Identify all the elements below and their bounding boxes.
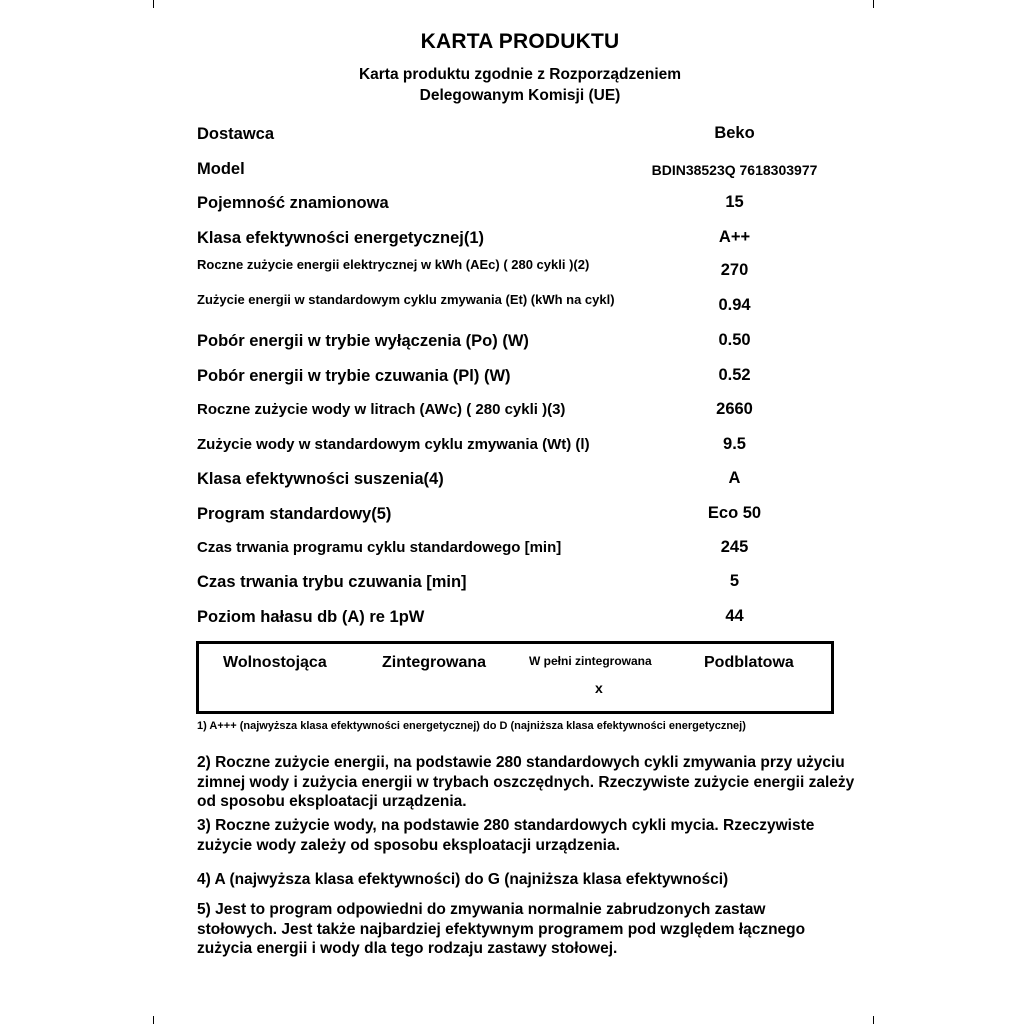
spec-label: Klasa efektywności energetycznej(1) bbox=[197, 229, 485, 247]
spec-value: 15 bbox=[725, 193, 744, 211]
page-subtitle-line-1: Karta produktu zgodnie z Rozporządzeniem bbox=[358, 66, 682, 83]
spec-value: 245 bbox=[720, 538, 749, 556]
spec-label: Program standardowy(5) bbox=[197, 505, 392, 523]
spec-row-annual-water bbox=[197, 395, 847, 425]
spec-label: Pobór energii w trybie czuwania (Pl) (W) bbox=[197, 367, 511, 385]
spec-row-noise-level bbox=[197, 602, 847, 632]
installation-option-integrated: Zintegrowana bbox=[382, 654, 487, 671]
spec-row-left-on-power bbox=[197, 361, 847, 391]
spec-label: Roczne zużycie energii elektrycznej w kWh (AEc) ( 280 cykli )(2) bbox=[197, 257, 590, 272]
installation-type-box bbox=[196, 641, 834, 714]
spec-row-energy-class bbox=[197, 223, 847, 253]
spec-label: Pojemność znamionowa bbox=[197, 194, 389, 212]
installation-option-built-under: Podblatowa bbox=[704, 654, 794, 671]
spec-value: Eco 50 bbox=[707, 504, 762, 522]
spec-value: 44 bbox=[725, 607, 744, 625]
spec-row-off-mode-power bbox=[197, 326, 847, 356]
spec-value: 9.5 bbox=[723, 435, 746, 453]
footnote-5: 5) Jest to program odpowiedni do zmywania normalnie zabrudzonych zastaw stołowych. Jest także najbardziej efektywnym programem pod względem łącznego zużycia energii i wody dla tego rodzaju zastawy stołowej. bbox=[197, 901, 806, 957]
footnote-3: 3) Roczne zużycie wody, na podstawie 280 standardowych cykli mycia. Rzeczywiste zużycie wody zależy od sposobu eksploatacji urządzenia. bbox=[197, 817, 815, 854]
spec-value: A bbox=[728, 469, 741, 487]
installation-option-fully-integrated: W pełni zintegrowana bbox=[529, 654, 652, 668]
footnote-2: 2) Roczne zużycie energii, na podstawie 280 standardowych cykli zmywania przy użyciu zimnej wody i zużycia energii w trybach oszczędnych. Rzeczywiste zużycie energii zależy od sposobu eksploatacji urządzenia. bbox=[197, 754, 855, 810]
page-subtitle-line-2: Delegowanym Komisji (UE) bbox=[419, 87, 621, 104]
spec-label: Czas trwania programu cyklu standardowego [min] bbox=[197, 539, 562, 556]
spec-value: 0.50 bbox=[718, 331, 751, 349]
spec-row-supplier bbox=[197, 119, 847, 149]
spec-row-cycle-water bbox=[197, 430, 847, 460]
spec-value: Beko bbox=[714, 124, 755, 142]
spec-row-cycle-energy bbox=[197, 292, 847, 328]
spec-label: Zużycie energii w standardowym cyklu zmywania (Et) (kWh na cykl) bbox=[197, 292, 615, 307]
installation-option-freestanding: Wolnostojąca bbox=[223, 654, 327, 671]
spec-value: A++ bbox=[718, 228, 751, 246]
crop-mark-bottom-right bbox=[873, 1016, 874, 1024]
spec-label: Dostawca bbox=[197, 125, 275, 143]
crop-mark-top-left bbox=[153, 0, 154, 8]
installation-selected-mark: x bbox=[595, 680, 603, 696]
spec-row-program-duration bbox=[197, 533, 847, 563]
footnote-1: 1) A+++ (najwyższa klasa efektywności energetycznej) do D (najniższa klasa efektywności energetycznej) bbox=[197, 720, 746, 732]
spec-label: Pobór energii w trybie wyłączenia (Po) (W) bbox=[197, 332, 529, 350]
spec-row-annual-energy bbox=[197, 257, 847, 293]
spec-row-standard-program bbox=[197, 499, 847, 529]
spec-label: Model bbox=[197, 160, 245, 178]
spec-value: 2660 bbox=[716, 400, 753, 418]
spec-value: 5 bbox=[729, 572, 740, 590]
spec-value: BDIN38523Q 7618303977 bbox=[651, 162, 818, 178]
spec-value: 270 bbox=[720, 261, 749, 279]
spec-row-model bbox=[197, 154, 847, 184]
spec-label: Roczne zużycie wody w litrach (AWc) ( 280 cykli )(3) bbox=[197, 401, 566, 418]
spec-label: Zużycie wody w standardowym cyklu zmywania (Wt) (l) bbox=[197, 436, 590, 453]
crop-mark-top-right bbox=[873, 0, 874, 8]
spec-label: Czas trwania trybu czuwania [min] bbox=[197, 573, 467, 591]
spec-row-left-on-duration bbox=[197, 567, 847, 597]
spec-label: Klasa efektywności suszenia(4) bbox=[197, 470, 444, 488]
footnote-4: 4) A (najwyższa klasa efektywności) do G (najniższa klasa efektywności) bbox=[197, 871, 729, 888]
spec-label: Poziom hałasu db (A) re 1pW bbox=[197, 608, 425, 626]
spec-row-capacity bbox=[197, 188, 847, 218]
spec-value: 0.94 bbox=[718, 296, 751, 314]
spec-row-drying-class bbox=[197, 464, 847, 494]
crop-mark-bottom-left bbox=[153, 1016, 154, 1024]
page-title: KARTA PRODUKTU bbox=[420, 30, 620, 53]
spec-value: 0.52 bbox=[718, 366, 751, 384]
